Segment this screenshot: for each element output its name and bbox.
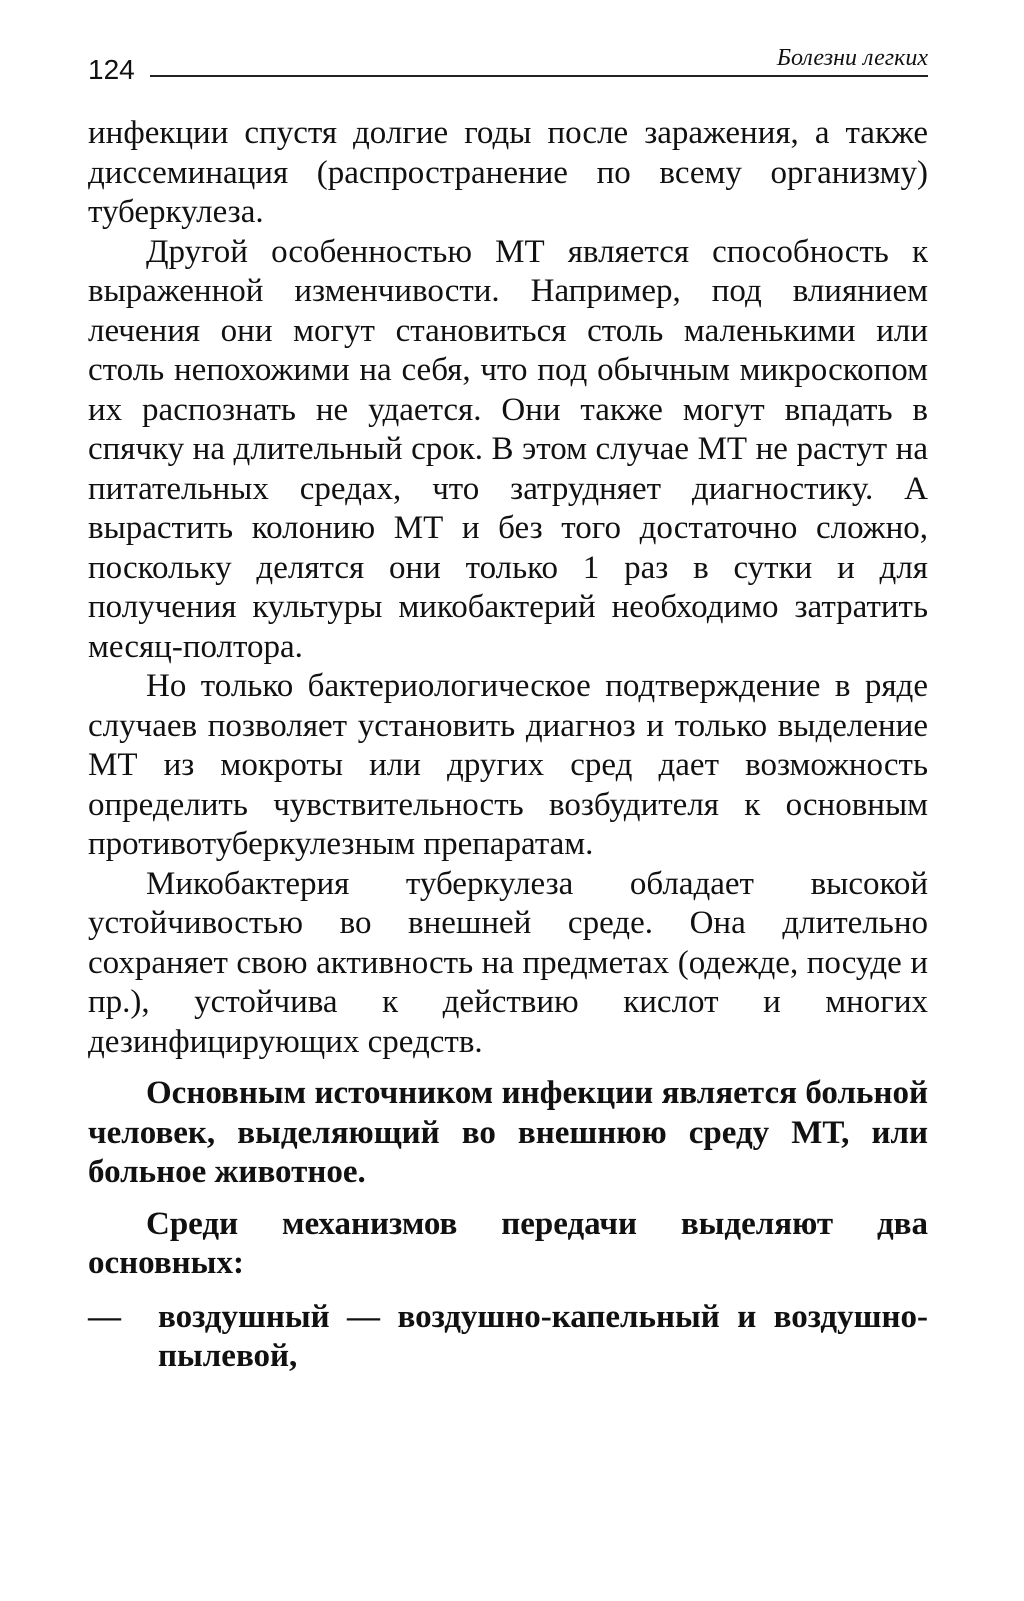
list-item: [88, 1298, 928, 1377]
transmission-list: [88, 1298, 928, 1377]
section-title: Болезни легких: [771, 44, 928, 72]
body-text: [88, 114, 928, 1377]
paragraph: инфекции спустя долгие годы после заражения, а также диссеминация (распространение по всему организму) туберкулеза.: [88, 115, 928, 230]
running-header: [88, 44, 928, 92]
paragraph: Но только бактериологическое подтверждение в ряде случаев позволяет установить диагноз и только выделение МТ из мокроты или других сред дает возможность определить чувствительность возбудителя к основным противотуберкулезным препаратам.: [88, 668, 928, 862]
bold-paragraph: Основным источником инфекции является больной человек, выделяющий во внешнюю среду МТ, или больное животное.: [88, 1075, 928, 1190]
list-item-text: воздушный — воздушно-капельный и воздушно-пылевой,: [158, 1298, 928, 1374]
bold-paragraph: Среди механизмов передачи выделяют два основных:: [88, 1205, 928, 1281]
paragraph: Микобактерия туберкулеза обладает высокой устойчивостью во внешней среде. Она длительно сохраняет свою активность на предметах (одежде, посуде и пр.), устойчива к действию кислот и многих дезинфицирующих средств.: [88, 865, 928, 1060]
list-dash: —: [88, 1298, 121, 1335]
header-rule: [150, 75, 928, 77]
page-number: 124: [88, 54, 135, 85]
paragraph: Другой особенностью МТ является способность к выраженной изменчивости. Например, под влиянием лечения они могут становиться столь маленькими или столь непохожими на себя, что под обычным микроскопом их распознать не удается. Они также могут впадать в спячку на длительный срок. В этом случае МТ не растут на питательных средах, что затрудняет диагностику. А вырастить колонию МТ и без того достаточно сложно, поскольку делятся они только 1 раз в сутки и для получения культуры микобактерий необходимо затратить месяц-полтора.: [88, 233, 928, 665]
